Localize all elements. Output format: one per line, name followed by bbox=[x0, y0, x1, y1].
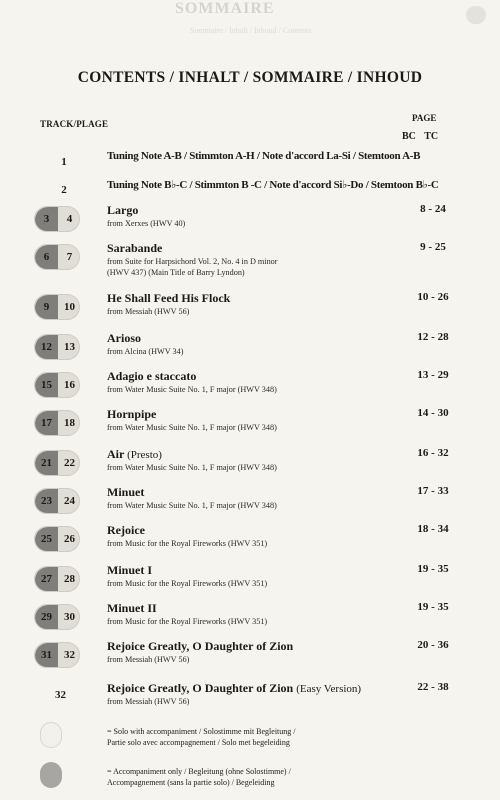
piece-source: from Messiah (HWV 56) bbox=[107, 307, 190, 316]
page-numbers: 10 - 26 bbox=[417, 291, 449, 303]
track-number-accompaniment: 25 bbox=[41, 533, 52, 545]
piece-title bbox=[107, 563, 152, 578]
piece-source: from Music for the Royal Fireworks (HWV 351) bbox=[107, 579, 268, 588]
track-number-accompaniment: 27 bbox=[41, 573, 52, 585]
piece-title-note: (Presto) bbox=[127, 449, 162, 461]
piece-source: from Messiah (HWV 56) bbox=[107, 655, 190, 664]
page-numbers: 16 - 32 bbox=[417, 447, 449, 459]
piece-title-text: Rejoice Greatly, O Daughter of Zion bbox=[107, 681, 294, 695]
piece-title-note: (Easy Version) bbox=[296, 683, 362, 695]
track-pill bbox=[34, 294, 80, 320]
track-number-accompaniment: 17 bbox=[41, 417, 52, 429]
bleed-through-line: Sommaire / Inhalt / Inhoud / Contents bbox=[190, 26, 312, 35]
piece-title-text: Minuet I bbox=[107, 563, 152, 577]
piece-source: from Water Music Suite No. 1, F major (HWV 348) bbox=[107, 423, 277, 432]
track-pill bbox=[34, 604, 80, 630]
track-number-solo: 4 bbox=[66, 213, 73, 225]
page-numbers: 9 - 25 bbox=[420, 241, 446, 253]
legend-text: = Solo with accompaniment / Solostimme mit Begleitung / bbox=[107, 727, 296, 736]
page-numbers: 13 - 29 bbox=[417, 369, 449, 381]
piece-title-text: He Shall Feed His Flock bbox=[107, 291, 231, 305]
piece-source: from Water Music Suite No. 1, F major (HWV 348) bbox=[107, 501, 277, 510]
piece-title bbox=[107, 331, 141, 346]
legend-dark-circle bbox=[40, 762, 62, 788]
track-number-accompaniment: 21 bbox=[41, 457, 52, 469]
bleed-through-title: SOMMAIRE bbox=[175, 0, 275, 17]
bc-tc-column-header: BC TC bbox=[402, 131, 439, 142]
track-number-solo: 18 bbox=[64, 417, 75, 429]
track-number-solo: 10 bbox=[64, 301, 75, 313]
track-number-accompaniment: 31 bbox=[41, 649, 52, 661]
track-pill bbox=[34, 244, 80, 270]
track-number: 32 bbox=[55, 689, 66, 701]
track-pill bbox=[34, 206, 80, 232]
track-number-solo: 28 bbox=[64, 573, 75, 585]
track-number-accompaniment: 6 bbox=[43, 251, 50, 263]
piece-title bbox=[107, 681, 361, 696]
piece-title bbox=[107, 485, 144, 500]
piece-title bbox=[107, 369, 196, 384]
piece-source: from Suite for Harpsichord Vol. 2, No. 4 in D minor bbox=[107, 257, 278, 266]
page-numbers: 17 - 33 bbox=[417, 485, 449, 497]
page-numbers: 18 - 34 bbox=[417, 523, 449, 535]
piece-title-text: Sarabande bbox=[107, 241, 163, 255]
piece-source: from Water Music Suite No. 1, F major (HWV 348) bbox=[107, 385, 277, 394]
track-pill bbox=[34, 488, 80, 514]
track-number-accompaniment: 23 bbox=[41, 495, 52, 507]
piece-title-text: Largo bbox=[107, 203, 139, 217]
legend-light-circle bbox=[40, 722, 62, 748]
tuning-note-label: Tuning Note B♭-C / Stimmton B -C / Note d'accord Si♭-Do / Stemtoon B♭-C bbox=[107, 179, 439, 191]
piece-title-text: Hornpipe bbox=[107, 407, 157, 421]
page-numbers: 12 - 28 bbox=[417, 331, 449, 343]
track-pill bbox=[34, 334, 80, 360]
piece-source: from Music for the Royal Fireworks (HWV 351) bbox=[107, 539, 268, 548]
piece-title bbox=[107, 241, 162, 256]
piece-title bbox=[107, 407, 156, 422]
track-pill bbox=[34, 526, 80, 552]
track-number-solo: 32 bbox=[64, 649, 75, 661]
track-pill bbox=[34, 566, 80, 592]
page-title: CONTENTS / INHALT / SOMMAIRE / INHOUD bbox=[77, 69, 423, 86]
page-numbers: 20 - 36 bbox=[417, 639, 449, 651]
track-pill bbox=[34, 372, 80, 398]
page-column-header: PAGE bbox=[412, 113, 437, 123]
piece-title-text: Minuet II bbox=[107, 601, 157, 615]
piece-title bbox=[107, 523, 145, 538]
track-number-accompaniment: 29 bbox=[41, 611, 52, 623]
tuning-note-label: Tuning Note A-B / Stimmton A-H / Note d'accord La-Si / Stemtoon A-B bbox=[107, 150, 421, 162]
track-pill bbox=[34, 450, 80, 476]
page-numbers: 22 - 38 bbox=[417, 681, 449, 693]
track-number-accompaniment: 9 bbox=[43, 301, 50, 313]
piece-title bbox=[107, 639, 293, 654]
bleed-through-badge bbox=[466, 6, 486, 24]
piece-title bbox=[107, 601, 157, 616]
piece-title-text: Air bbox=[107, 447, 125, 461]
track-number-accompaniment: 3 bbox=[43, 213, 50, 225]
piece-source: from Water Music Suite No. 1, F major (HWV 348) bbox=[107, 463, 277, 472]
piece-title-text: Rejoice bbox=[107, 523, 145, 537]
piece-title bbox=[107, 291, 230, 306]
piece-source: from Music for the Royal Fireworks (HWV 351) bbox=[107, 617, 268, 626]
piece-source: from Xerxes (HWV 40) bbox=[107, 219, 186, 228]
page-numbers: 8 - 24 bbox=[420, 203, 446, 215]
piece-title-text: Arioso bbox=[107, 331, 141, 345]
track-number-solo: 26 bbox=[64, 533, 75, 545]
page-numbers: 14 - 30 bbox=[417, 407, 449, 419]
track-number-solo: 22 bbox=[64, 457, 75, 469]
page-numbers: 19 - 35 bbox=[417, 563, 449, 575]
track-number-solo: 30 bbox=[64, 611, 75, 623]
piece-title bbox=[107, 447, 162, 462]
track-number-solo: 16 bbox=[64, 379, 75, 391]
piece-title-text: Adagio e staccato bbox=[107, 369, 197, 383]
page-numbers: 19 - 35 bbox=[417, 601, 449, 613]
piece-title bbox=[107, 203, 138, 218]
track-pill bbox=[34, 642, 80, 668]
track-pill bbox=[34, 410, 80, 436]
legend-text: Accompagnement (sans la partie solo) / Begeleiding bbox=[107, 778, 275, 787]
track-number-solo: 7 bbox=[66, 251, 73, 263]
piece-title-text: Minuet bbox=[107, 485, 145, 499]
piece-source: from Messiah (HWV 56) bbox=[107, 697, 190, 706]
track-number-solo: 13 bbox=[64, 341, 75, 353]
track-number: 1 bbox=[61, 156, 67, 168]
legend-text: Partie solo avec accompagnement / Solo met begeleiding bbox=[107, 738, 290, 747]
piece-source: from Alcina (HWV 34) bbox=[107, 347, 184, 356]
track-number-accompaniment: 12 bbox=[41, 341, 52, 353]
piece-title-text: Rejoice Greatly, O Daughter of Zion bbox=[107, 639, 294, 653]
piece-source: (HWV 437) (Main Title of Barry Lyndon) bbox=[107, 268, 245, 277]
track-number-accompaniment: 15 bbox=[41, 379, 52, 391]
legend-text: = Accompaniment only / Begleitung (ohne Solostimme) / bbox=[107, 767, 291, 776]
track-number-solo: 24 bbox=[64, 495, 75, 507]
track-number: 2 bbox=[61, 184, 67, 196]
track-column-header: TRACK/PLAGE bbox=[40, 119, 109, 129]
